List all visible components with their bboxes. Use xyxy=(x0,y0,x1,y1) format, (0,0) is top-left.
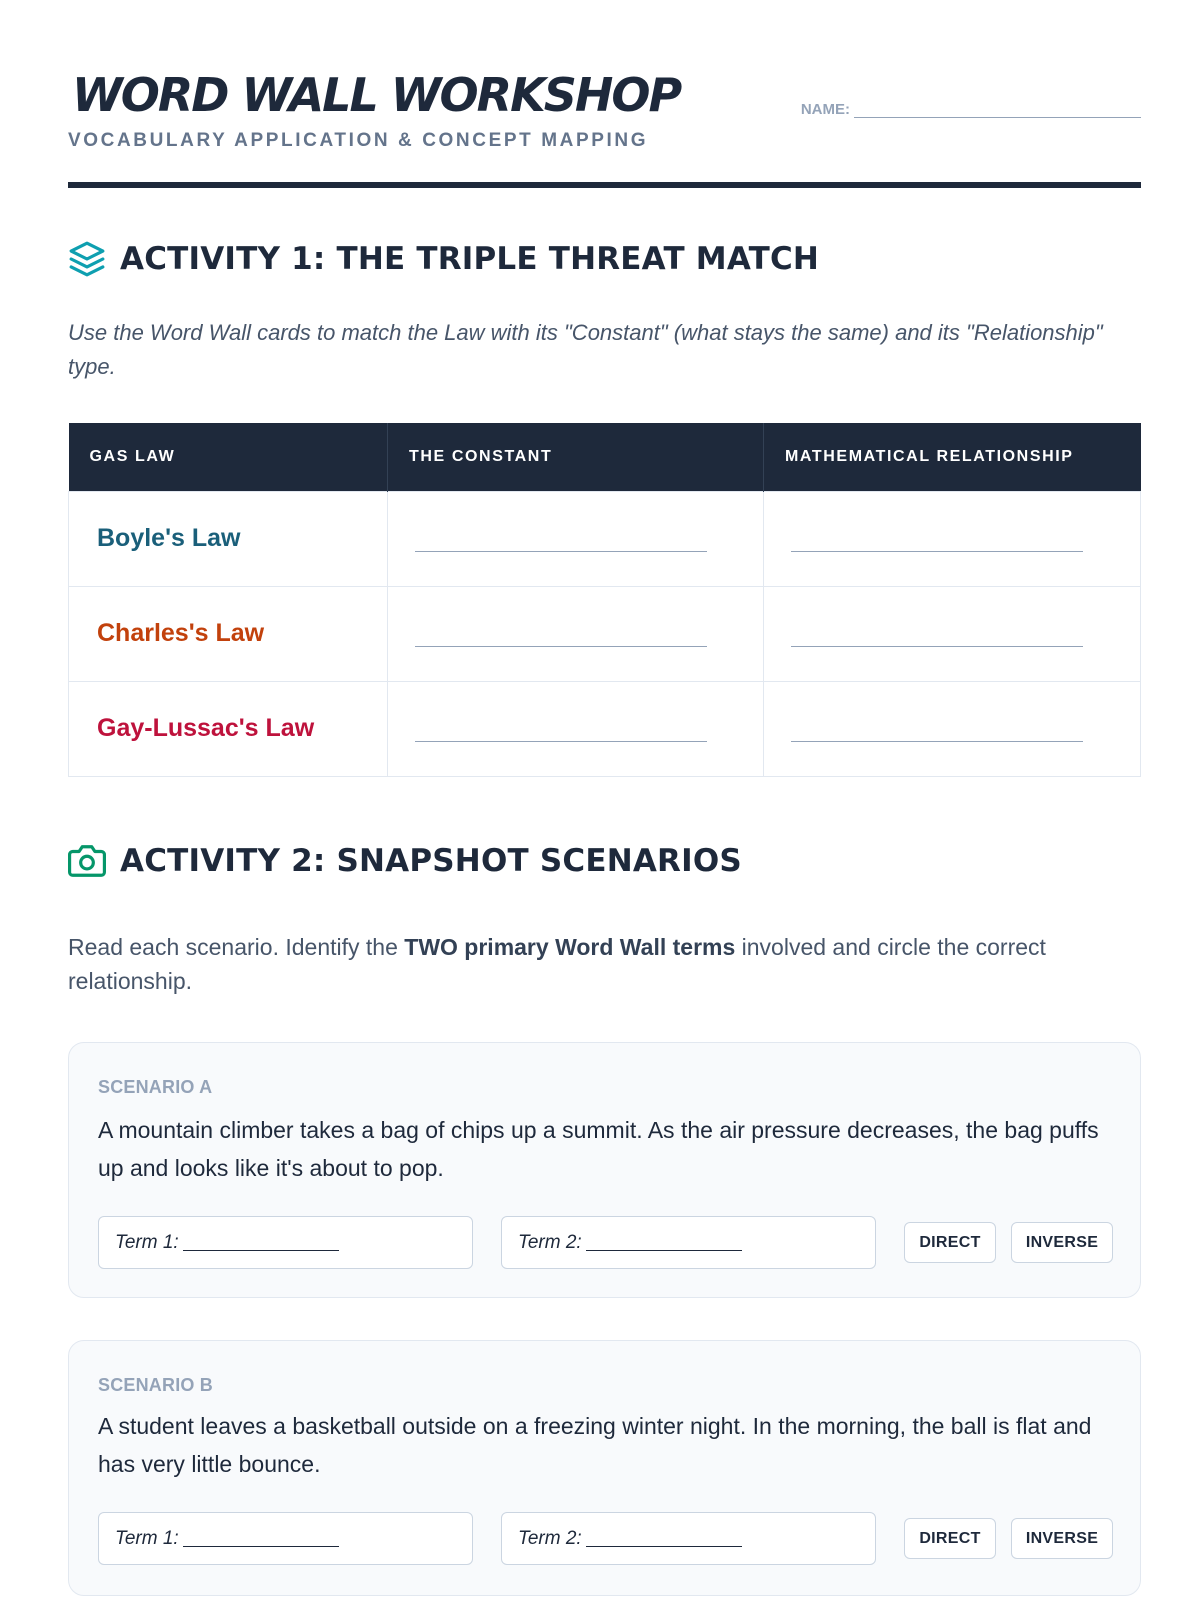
activity1-title: ACTIVITY 1: THE TRIPLE THREAT MATCH xyxy=(120,241,820,277)
scenario-card-a xyxy=(68,1042,1141,1298)
answer-blank-line[interactable] xyxy=(415,621,707,647)
term-blank-line[interactable] xyxy=(586,1235,742,1251)
name-blank-line[interactable] xyxy=(854,100,1141,118)
constant-answer-cell[interactable] xyxy=(388,681,764,776)
term-blank-line[interactable] xyxy=(183,1531,339,1547)
relationship-answer-cell[interactable] xyxy=(764,681,1141,776)
relationship-answer-cell[interactable] xyxy=(764,491,1141,586)
term2-field[interactable] xyxy=(501,1512,876,1565)
term-blank-line[interactable] xyxy=(183,1235,339,1251)
scenario-card-b xyxy=(68,1340,1141,1596)
law-name: Gay-Lussac's Law xyxy=(69,681,388,776)
constant-answer-cell[interactable] xyxy=(388,586,764,681)
direct-option[interactable]: DIRECT xyxy=(904,1518,996,1559)
term2-field[interactable] xyxy=(501,1216,876,1269)
answer-blank-line[interactable] xyxy=(791,716,1083,742)
activity1-instructions: Use the Word Wall cards to match the Law with its "Constant" (what stays the same) and its "Relationship" type. xyxy=(68,320,1103,379)
answer-blank-line[interactable] xyxy=(415,526,707,552)
table-row xyxy=(69,586,1141,681)
inverse-option[interactable]: INVERSE xyxy=(1011,1222,1113,1263)
relationship-answer-cell[interactable] xyxy=(764,586,1141,681)
scenario-label: SCENARIO A xyxy=(98,1077,213,1097)
term1-label: Term 1: xyxy=(115,1527,179,1549)
table-row xyxy=(69,491,1141,586)
worksheet-header xyxy=(68,0,1141,188)
worksheet-page xyxy=(68,0,1141,1549)
match-table xyxy=(68,423,1141,777)
table-row xyxy=(69,681,1141,776)
scenario-text: A student leaves a basketball outside on a freezing winter night. In the morning, the ball is flat and has very little bounce. xyxy=(98,1413,1092,1477)
worksheet-subtitle: VOCABULARY APPLICATION & CONCEPT MAPPING xyxy=(68,130,649,151)
term2-label: Term 2: xyxy=(518,1231,582,1253)
instructions-emphasis: TWO primary Word Wall terms xyxy=(404,934,736,960)
activity1-heading xyxy=(68,240,819,278)
scenario-text: A mountain climber takes a bag of chips up a summit. As the air pressure decreases, the bag puffs up and looks like it's about to pop. xyxy=(98,1117,1099,1181)
instructions-text-end: involved and circle the correct relationship. xyxy=(68,934,1046,994)
law-name: Boyle's Law xyxy=(69,491,388,586)
column-header-constant: THE CONSTANT xyxy=(388,423,764,491)
name-field[interactable] xyxy=(801,100,1141,118)
column-header-relationship: MATHEMATICAL RELATIONSHIP xyxy=(764,423,1141,491)
instructions-text: Read each scenario. Identify the xyxy=(68,934,405,960)
term1-field[interactable] xyxy=(98,1512,473,1565)
table-header-row xyxy=(69,423,1141,491)
activity2-title: ACTIVITY 2: SNAPSHOT SCENARIOS xyxy=(120,843,742,879)
activity2-heading xyxy=(68,842,742,880)
layers-icon xyxy=(68,240,106,278)
answer-blank-line[interactable] xyxy=(415,716,707,742)
direct-option[interactable]: DIRECT xyxy=(904,1222,996,1263)
term-blank-line[interactable] xyxy=(586,1531,742,1547)
law-name: Charles's Law xyxy=(69,586,388,681)
term1-field[interactable] xyxy=(98,1216,473,1269)
scenario-label: SCENARIO B xyxy=(98,1375,214,1395)
constant-answer-cell[interactable] xyxy=(388,491,764,586)
worksheet-title: WORD WALL WORKSHOP xyxy=(72,68,681,122)
answer-blank-line[interactable] xyxy=(791,526,1083,552)
header-divider xyxy=(68,182,1141,188)
inverse-option[interactable]: INVERSE xyxy=(1011,1518,1113,1559)
column-header-gas-law: GAS LAW xyxy=(69,423,388,491)
term2-label: Term 2: xyxy=(518,1527,582,1549)
activity2-instructions xyxy=(68,930,1141,998)
camera-icon xyxy=(68,842,106,880)
answer-blank-line[interactable] xyxy=(791,621,1083,647)
term1-label: Term 1: xyxy=(115,1231,179,1253)
name-label: NAME: xyxy=(800,101,850,118)
